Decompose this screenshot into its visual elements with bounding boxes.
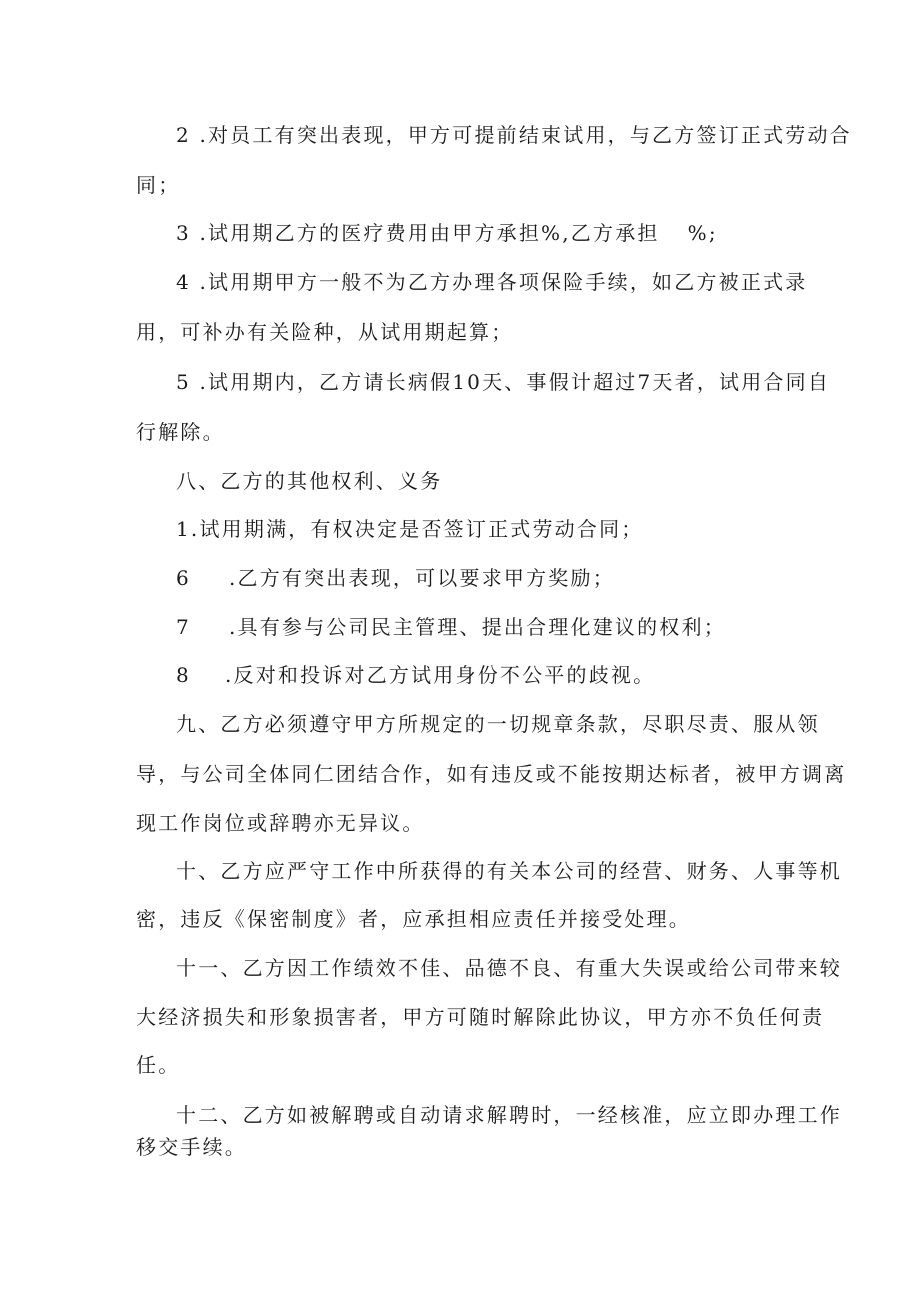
clause-3-suffix: %;	[687, 221, 718, 245]
section-8-item-6	[176, 566, 615, 590]
section-11-line-3: 任。	[136, 1053, 181, 1077]
section-10-line-1: 十、乙方应严守工作中所获得的有关本公司的经营、财务、人事等机	[176, 859, 842, 883]
section-12-line-1: 十二、乙方如被解聘或自动请求解聘时，一经核准，应立即办理工作	[176, 1103, 842, 1127]
clause-3-line-1	[176, 221, 718, 245]
clause-4-line-1: 4 .试用期甲方一般不为乙方办理各项保险手续，如乙方被正式录	[176, 270, 808, 294]
section-12-line-2: 移交手续。	[136, 1135, 247, 1159]
section-10-line-2: 密，违反《保密制度》者，应承担相应责任并接受处理。	[136, 907, 691, 931]
clause-2-line-2: 同；	[136, 173, 181, 197]
section-11-line-2: 大经济损失和形象损害者，甲方可随时解除此协议，甲方亦不负任何责	[136, 1005, 825, 1029]
section-8-item-8	[176, 663, 655, 687]
item-6-number: 6	[176, 566, 191, 590]
item-7-number: 7	[176, 615, 191, 639]
item-8-text: .反对和投诉对乙方试用身份不公平的歧视。	[224, 663, 656, 687]
clause-5-line-1: 5 .试用期内，乙方请长病假10天、事假计超过7天者，试用合同自	[176, 370, 831, 394]
clause-5-line-2: 行解除。	[136, 420, 225, 444]
clause-4-line-2: 用，可补办有关险种，从试用期起算；	[136, 320, 514, 344]
item-6-text: .乙方有突出表现，可以要求甲方奖励；	[228, 566, 615, 590]
section-9-line-1: 九、乙方必须遵守甲方所规定的一切规章条款，尽职尽责、服从领	[176, 712, 820, 736]
item-8-number: 8	[176, 663, 191, 687]
section-8-item-1: 1.试用期满，有权决定是否签订正式劳动合同；	[176, 517, 644, 541]
item-7-text: .具有参与公司民主管理、提出合理化建议的权利；	[228, 615, 726, 639]
clause-2-line-1: 2 .对员工有突出表现，甲方可提前结束试用，与乙方签订正式劳动合	[176, 123, 852, 147]
section-8-item-7	[176, 615, 726, 639]
section-11-line-1: 十一、乙方因工作绩效不佳、品德不良、有重大失误或给公司带来较	[176, 956, 842, 980]
section-9-line-2: 导，与公司全体同仁团结合作，如有违反或不能按期达标者，被甲方调离	[136, 762, 847, 786]
section-9-line-3: 现工作岗位或辞聘亦无异议。	[136, 811, 425, 835]
section-8-heading: 八、乙方的其他权利、义务	[176, 469, 443, 493]
clause-3-text: 3 .试用期乙方的医疗费用由甲方承担%,乙方承担	[176, 221, 660, 245]
